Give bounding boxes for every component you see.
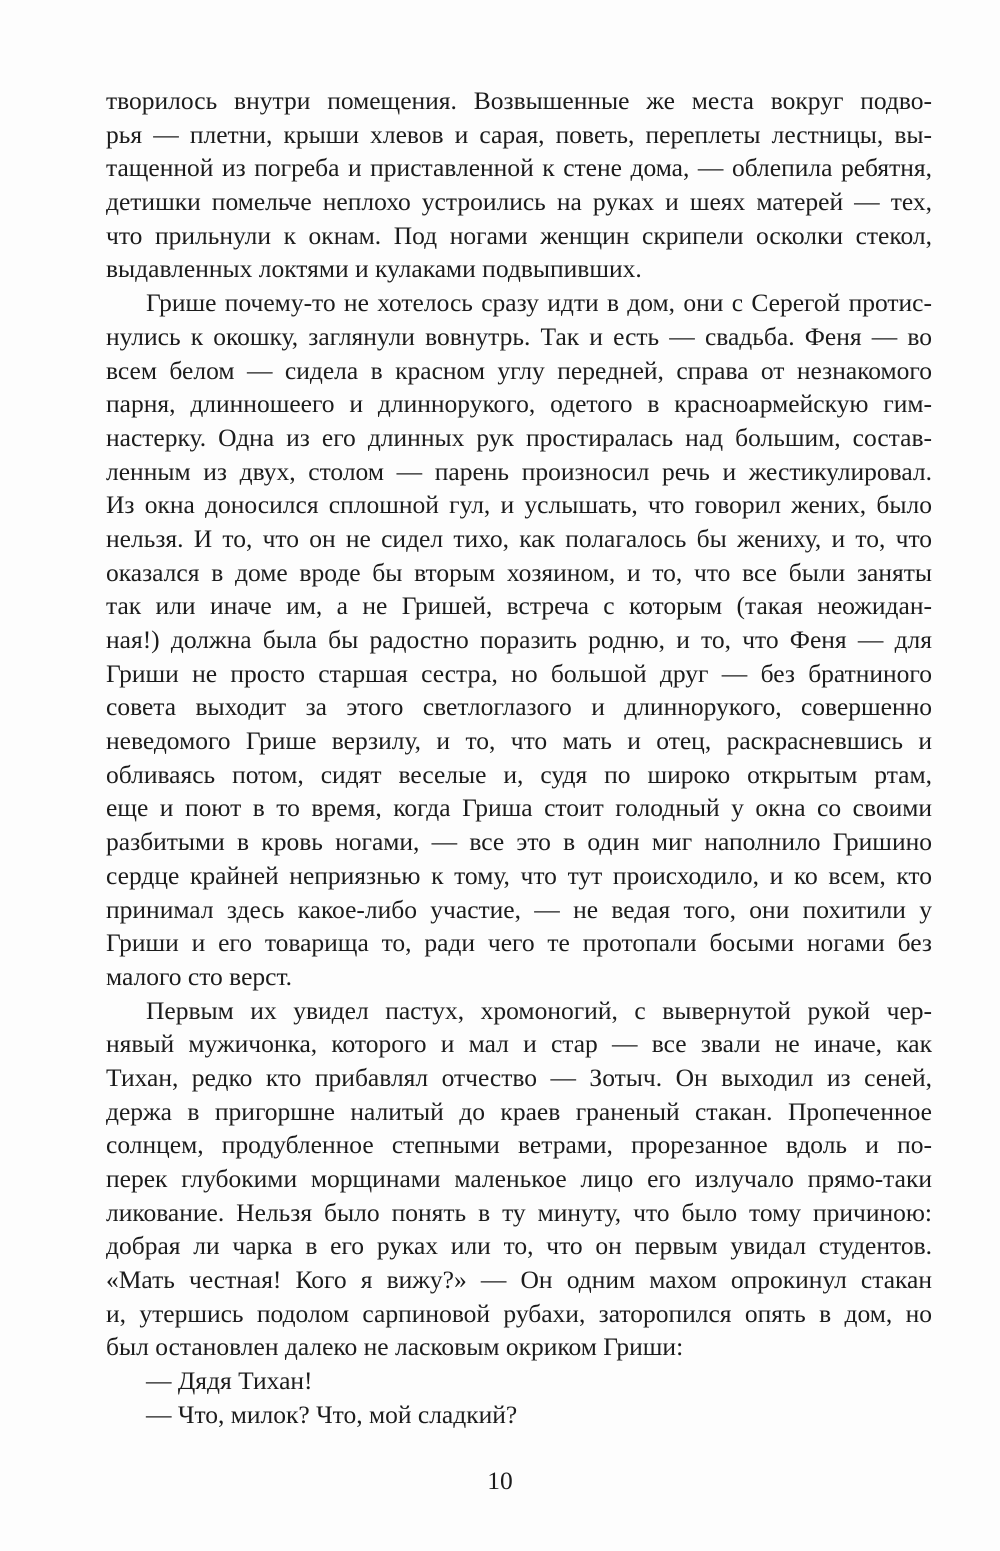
text-line: обливаясь потом, сидят веселые и, судя по широко открытым ртам, <box>106 759 932 789</box>
text-line: и, утершись подолом сарпиновой рубахи, заторопился опять в дом, но <box>106 1298 932 1328</box>
text-line: добрая ли чарка в его руках или то, что он первым увидал студентов. <box>106 1231 932 1261</box>
text-line: что прильнули к окнам. Под ногами женщин скрипели осколки стекол, <box>106 220 932 250</box>
text-line: нулись к окошку, заглянули вовнутрь. Так и есть — свадьба. Феня — во <box>106 321 932 351</box>
text-line: настерку. Одна из его длинных рук простиралась над большим, состав- <box>106 422 932 452</box>
text-line: «Мать честная! Кого я вижу?» — Он одним махом опрокинул стакан <box>106 1265 932 1295</box>
text-line: Из окна доносился сплошной гул, и услышать, что говорил жених, было <box>106 490 932 520</box>
text-line: солнцем, продубленное степными ветрами, прорезанное вдоль и по- <box>106 1130 932 1160</box>
text-line: тащенной из погреба и приставленной к стене дома, — облепила ребятня, <box>106 153 932 183</box>
text-line: Грише почему-то не хотелось сразу идти в дом, они с Серегой протис- <box>146 288 932 318</box>
text-line: разбитыми в кровь ногами, — все это в один миг наполнило Гришино <box>106 827 932 857</box>
paragraph <box>106 84 932 286</box>
paragraph <box>106 286 932 993</box>
text-line: выдавленных локтями и кулаками подвыпивших. <box>106 254 642 284</box>
text-line: ликование. Нельзя было понять в ту минуту, что было тому причиною: <box>106 1197 932 1227</box>
text-line: всем белом — сидела в красном углу передней, справа от незнакомого <box>106 355 932 385</box>
paragraph <box>106 994 932 1365</box>
text-line: — Дядя Тихан! <box>146 1366 313 1396</box>
text-line: был остановлен далеко не ласковым окриком Гриши: <box>106 1332 684 1362</box>
text-line: совета выходит за этого светлоглазого и длиннорукого, совершенно <box>106 692 932 722</box>
paragraph <box>106 1398 932 1432</box>
text-line: так или иначе им, а не Гришей, встреча с которым (такая неожидан- <box>106 591 932 621</box>
text-line: творилось внутри помещения. Возвышенные же места вокруг подво- <box>106 86 932 115</box>
text-line: перек глубокими морщинами маленькое лицо его излучало прямо-таки <box>106 1164 932 1193</box>
text-line: Первым их увидел пастух, хромоногий, с вывернутой рукой чер- <box>146 995 932 1025</box>
text-line: рья — плетни, крыши хлевов и сарая, поветь, переплеты лестницы, вы- <box>106 119 932 149</box>
text-line: малого сто верст. <box>106 961 293 991</box>
text-line: неведомого Грише верзилу, и то, что мать и отец, раскрасневшись и <box>106 726 932 756</box>
text-line: Гриши и его товарища то, ради чего те протопали босыми ногами без <box>106 928 932 958</box>
text-line: нявый мужичонка, которого и мал и стар — все звали не иначе, как <box>106 1029 932 1059</box>
text-line: держа в пригоршне налитый до краев граненый стакан. Пропеченное <box>106 1096 932 1126</box>
text-line: ная!) должна была бы радостно поразить родню, и то, что Феня — для <box>106 625 932 654</box>
text-line: сердце крайней неприязнью к тому, что тут происходило, и ко всем, кто <box>106 860 932 890</box>
text-line: — Что, милок? Что, мой сладкий? <box>146 1399 518 1429</box>
text-line: ленным из двух, столом — парень произносил речь и жестикулировал. <box>106 456 932 486</box>
text-line: парня, длинношеего и длиннорукого, одетого в красноармейскую гим- <box>106 389 932 419</box>
text-line: оказался в доме вроде бы вторым хозяином, и то, что все были заняты <box>106 557 932 587</box>
text-line: Тихан, редко кто прибавлял отчество — Зотыч. Он выходил из сеней, <box>106 1062 932 1092</box>
text-line: еще и поют в то время, когда Гриша стоит голодный у окна со своими <box>106 793 932 823</box>
text-line: Гриши не просто старшая сестра, но большой друг — без братниного <box>106 658 932 688</box>
paragraph <box>106 1364 932 1398</box>
text-line: детишки помельче неплохо устроились на руках и шеях матерей — тех, <box>106 187 932 217</box>
text-line: нельзя. И то, что он не сидел тихо, как полагалось бы жениху, и то, что <box>106 523 932 553</box>
body-text <box>106 84 932 1432</box>
text-line: принимал здесь какое-либо участие, — не ведая того, они похитили у <box>106 894 932 924</box>
page-number: 10 <box>487 1466 513 1495</box>
